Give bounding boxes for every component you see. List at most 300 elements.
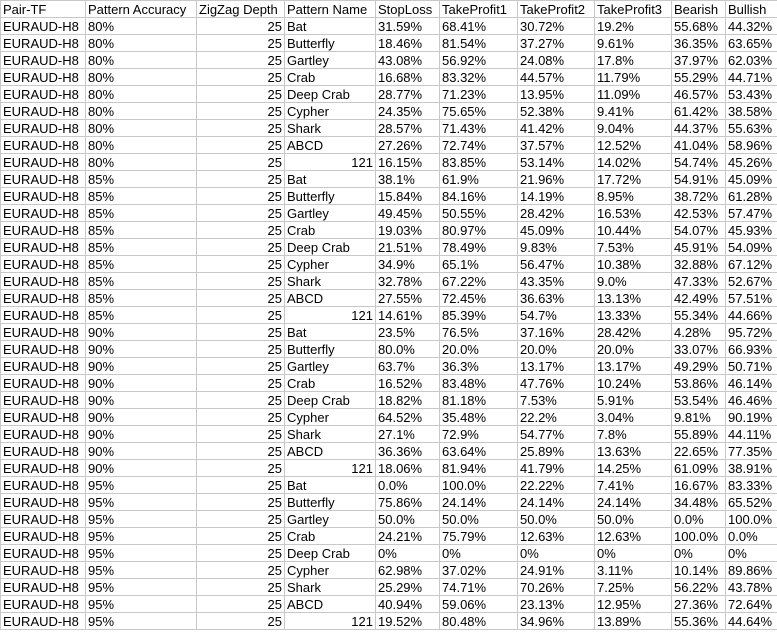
zigzag-depth-cell[interactable]: 25 <box>197 426 285 443</box>
pattern-name-cell[interactable]: Bat <box>285 324 376 341</box>
pattern-name-cell[interactable]: 121 <box>285 613 376 630</box>
pattern-accuracy-cell[interactable]: 85% <box>86 239 197 256</box>
takeprofit2-cell[interactable]: 41.42% <box>518 120 595 137</box>
zigzag-depth-cell[interactable]: 25 <box>197 528 285 545</box>
takeprofit3-cell[interactable]: 9.61% <box>595 35 672 52</box>
pattern-name-cell[interactable]: ABCD <box>285 596 376 613</box>
pattern-name-cell[interactable]: Butterfly <box>285 188 376 205</box>
pattern-accuracy-cell[interactable]: 90% <box>86 426 197 443</box>
zigzag-depth-cell[interactable]: 25 <box>197 103 285 120</box>
stoploss-cell[interactable]: 75.86% <box>376 494 440 511</box>
pair-tf-cell[interactable]: EURAUD-H8 <box>1 443 86 460</box>
pattern-accuracy-cell[interactable]: 95% <box>86 596 197 613</box>
takeprofit2-cell[interactable]: 53.14% <box>518 154 595 171</box>
takeprofit2-cell[interactable]: 14.19% <box>518 188 595 205</box>
bullish-cell[interactable]: 62.03% <box>726 52 777 69</box>
takeprofit1-cell[interactable]: 72.45% <box>440 290 518 307</box>
pair-tf-cell[interactable]: EURAUD-H8 <box>1 426 86 443</box>
zigzag-depth-cell[interactable]: 25 <box>197 86 285 103</box>
pattern-accuracy-cell[interactable]: 85% <box>86 256 197 273</box>
bearish-cell[interactable]: 32.88% <box>672 256 726 273</box>
takeprofit2-cell[interactable]: 12.63% <box>518 528 595 545</box>
zigzag-depth-cell[interactable]: 25 <box>197 375 285 392</box>
bullish-cell[interactable]: 44.66% <box>726 307 777 324</box>
pair-tf-cell[interactable]: EURAUD-H8 <box>1 545 86 562</box>
pattern-name-cell[interactable]: Cypher <box>285 256 376 273</box>
zigzag-depth-cell[interactable]: 25 <box>197 443 285 460</box>
pair-tf-cell[interactable]: EURAUD-H8 <box>1 409 86 426</box>
pair-tf-cell[interactable]: EURAUD-H8 <box>1 103 86 120</box>
takeprofit2-cell[interactable]: 37.57% <box>518 137 595 154</box>
pair-tf-cell[interactable]: EURAUD-H8 <box>1 18 86 35</box>
takeprofit2-cell[interactable]: 47.76% <box>518 375 595 392</box>
takeprofit1-cell[interactable]: 75.65% <box>440 103 518 120</box>
takeprofit1-cell[interactable]: 85.39% <box>440 307 518 324</box>
stoploss-cell[interactable]: 50.0% <box>376 511 440 528</box>
stoploss-cell[interactable]: 63.7% <box>376 358 440 375</box>
takeprofit1-cell[interactable]: 35.48% <box>440 409 518 426</box>
zigzag-depth-cell[interactable]: 25 <box>197 494 285 511</box>
pattern-accuracy-cell[interactable]: 90% <box>86 392 197 409</box>
pair-tf-cell[interactable]: EURAUD-H8 <box>1 154 86 171</box>
zigzag-depth-cell[interactable]: 25 <box>197 256 285 273</box>
header-cell-pair-tf[interactable]: Pair-TF <box>1 1 86 18</box>
bearish-cell[interactable]: 55.89% <box>672 426 726 443</box>
stoploss-cell[interactable]: 31.59% <box>376 18 440 35</box>
pattern-name-cell[interactable]: Cypher <box>285 562 376 579</box>
takeprofit1-cell[interactable]: 83.85% <box>440 154 518 171</box>
pattern-accuracy-cell[interactable]: 90% <box>86 341 197 358</box>
bullish-cell[interactable]: 61.28% <box>726 188 777 205</box>
takeprofit3-cell[interactable]: 13.33% <box>595 307 672 324</box>
bullish-cell[interactable]: 46.46% <box>726 392 777 409</box>
zigzag-depth-cell[interactable]: 25 <box>197 511 285 528</box>
pair-tf-cell[interactable]: EURAUD-H8 <box>1 358 86 375</box>
takeprofit3-cell[interactable]: 13.63% <box>595 443 672 460</box>
bearish-cell[interactable]: 54.74% <box>672 154 726 171</box>
bullish-cell[interactable]: 44.11% <box>726 426 777 443</box>
takeprofit1-cell[interactable]: 59.06% <box>440 596 518 613</box>
takeprofit2-cell[interactable]: 70.26% <box>518 579 595 596</box>
takeprofit1-cell[interactable]: 56.92% <box>440 52 518 69</box>
bearish-cell[interactable]: 54.91% <box>672 171 726 188</box>
zigzag-depth-cell[interactable]: 25 <box>197 290 285 307</box>
pattern-accuracy-cell[interactable]: 80% <box>86 18 197 35</box>
pair-tf-cell[interactable]: EURAUD-H8 <box>1 579 86 596</box>
pattern-accuracy-cell[interactable]: 95% <box>86 528 197 545</box>
pattern-accuracy-cell[interactable]: 90% <box>86 443 197 460</box>
takeprofit3-cell[interactable]: 16.53% <box>595 205 672 222</box>
zigzag-depth-cell[interactable]: 25 <box>197 324 285 341</box>
pair-tf-cell[interactable]: EURAUD-H8 <box>1 273 86 290</box>
pattern-accuracy-cell[interactable]: 85% <box>86 307 197 324</box>
zigzag-depth-cell[interactable]: 25 <box>197 222 285 239</box>
pair-tf-cell[interactable]: EURAUD-H8 <box>1 171 86 188</box>
bullish-cell[interactable]: 57.47% <box>726 205 777 222</box>
takeprofit2-cell[interactable]: 24.08% <box>518 52 595 69</box>
bullish-cell[interactable]: 44.32% <box>726 18 777 35</box>
takeprofit2-cell[interactable]: 34.96% <box>518 613 595 630</box>
pair-tf-cell[interactable]: EURAUD-H8 <box>1 613 86 630</box>
pair-tf-cell[interactable]: EURAUD-H8 <box>1 392 86 409</box>
pattern-name-cell[interactable]: Bat <box>285 171 376 188</box>
zigzag-depth-cell[interactable]: 25 <box>197 18 285 35</box>
takeprofit2-cell[interactable]: 50.0% <box>518 511 595 528</box>
bearish-cell[interactable]: 56.22% <box>672 579 726 596</box>
takeprofit1-cell[interactable]: 68.41% <box>440 18 518 35</box>
bullish-cell[interactable]: 46.14% <box>726 375 777 392</box>
takeprofit3-cell[interactable]: 10.44% <box>595 222 672 239</box>
pair-tf-cell[interactable]: EURAUD-H8 <box>1 239 86 256</box>
zigzag-depth-cell[interactable]: 25 <box>197 69 285 86</box>
pattern-accuracy-cell[interactable]: 85% <box>86 171 197 188</box>
takeprofit1-cell[interactable]: 81.18% <box>440 392 518 409</box>
takeprofit2-cell[interactable]: 9.83% <box>518 239 595 256</box>
header-cell-zigzag-depth[interactable]: ZigZag Depth <box>197 1 285 18</box>
bearish-cell[interactable]: 45.91% <box>672 239 726 256</box>
bearish-cell[interactable]: 49.29% <box>672 358 726 375</box>
bullish-cell[interactable]: 66.93% <box>726 341 777 358</box>
bearish-cell[interactable]: 55.34% <box>672 307 726 324</box>
takeprofit1-cell[interactable]: 72.9% <box>440 426 518 443</box>
takeprofit1-cell[interactable]: 50.55% <box>440 205 518 222</box>
stoploss-cell[interactable]: 64.52% <box>376 409 440 426</box>
takeprofit2-cell[interactable]: 30.72% <box>518 18 595 35</box>
stoploss-cell[interactable]: 27.1% <box>376 426 440 443</box>
pattern-accuracy-cell[interactable]: 85% <box>86 273 197 290</box>
zigzag-depth-cell[interactable]: 25 <box>197 35 285 52</box>
takeprofit3-cell[interactable]: 12.95% <box>595 596 672 613</box>
header-cell-bullish[interactable]: Bullish <box>726 1 777 18</box>
stoploss-cell[interactable]: 34.9% <box>376 256 440 273</box>
bullish-cell[interactable]: 55.63% <box>726 120 777 137</box>
takeprofit2-cell[interactable]: 45.09% <box>518 222 595 239</box>
bullish-cell[interactable]: 45.09% <box>726 171 777 188</box>
pattern-name-cell[interactable]: Deep Crab <box>285 392 376 409</box>
pattern-name-cell[interactable]: Deep Crab <box>285 545 376 562</box>
takeprofit1-cell[interactable]: 83.32% <box>440 69 518 86</box>
stoploss-cell[interactable]: 49.45% <box>376 205 440 222</box>
takeprofit1-cell[interactable]: 74.71% <box>440 579 518 596</box>
zigzag-depth-cell[interactable]: 25 <box>197 273 285 290</box>
pattern-name-cell[interactable]: Crab <box>285 69 376 86</box>
pattern-name-cell[interactable]: Shark <box>285 120 376 137</box>
zigzag-depth-cell[interactable]: 25 <box>197 460 285 477</box>
bearish-cell[interactable]: 55.29% <box>672 69 726 86</box>
pair-tf-cell[interactable]: EURAUD-H8 <box>1 188 86 205</box>
takeprofit3-cell[interactable]: 13.17% <box>595 358 672 375</box>
pattern-name-cell[interactable]: 121 <box>285 460 376 477</box>
takeprofit1-cell[interactable]: 72.74% <box>440 137 518 154</box>
bearish-cell[interactable]: 54.07% <box>672 222 726 239</box>
pattern-name-cell[interactable]: Deep Crab <box>285 239 376 256</box>
pattern-name-cell[interactable]: Crab <box>285 222 376 239</box>
takeprofit2-cell[interactable]: 25.89% <box>518 443 595 460</box>
takeprofit2-cell[interactable]: 43.35% <box>518 273 595 290</box>
takeprofit1-cell[interactable]: 65.1% <box>440 256 518 273</box>
pattern-name-cell[interactable]: Shark <box>285 426 376 443</box>
pair-tf-cell[interactable]: EURAUD-H8 <box>1 137 86 154</box>
bearish-cell[interactable]: 46.57% <box>672 86 726 103</box>
takeprofit1-cell[interactable]: 0% <box>440 545 518 562</box>
bullish-cell[interactable]: 100.0% <box>726 511 777 528</box>
takeprofit1-cell[interactable]: 24.14% <box>440 494 518 511</box>
zigzag-depth-cell[interactable]: 25 <box>197 154 285 171</box>
bullish-cell[interactable]: 83.33% <box>726 477 777 494</box>
takeprofit2-cell[interactable]: 13.95% <box>518 86 595 103</box>
takeprofit1-cell[interactable]: 81.94% <box>440 460 518 477</box>
pattern-accuracy-cell[interactable]: 90% <box>86 409 197 426</box>
takeprofit2-cell[interactable]: 56.47% <box>518 256 595 273</box>
pattern-name-cell[interactable]: Bat <box>285 477 376 494</box>
bearish-cell[interactable]: 61.42% <box>672 103 726 120</box>
takeprofit1-cell[interactable]: 100.0% <box>440 477 518 494</box>
pattern-accuracy-cell[interactable]: 80% <box>86 69 197 86</box>
pattern-accuracy-cell[interactable]: 85% <box>86 290 197 307</box>
pattern-accuracy-cell[interactable]: 95% <box>86 579 197 596</box>
pattern-name-cell[interactable]: Crab <box>285 528 376 545</box>
pair-tf-cell[interactable]: EURAUD-H8 <box>1 511 86 528</box>
pair-tf-cell[interactable]: EURAUD-H8 <box>1 256 86 273</box>
header-cell-takeprofit1[interactable]: TakeProfit1 <box>440 1 518 18</box>
takeprofit3-cell[interactable]: 11.79% <box>595 69 672 86</box>
stoploss-cell[interactable]: 40.94% <box>376 596 440 613</box>
bullish-cell[interactable]: 0.0% <box>726 528 777 545</box>
takeprofit3-cell[interactable]: 24.14% <box>595 494 672 511</box>
stoploss-cell[interactable]: 16.68% <box>376 69 440 86</box>
pattern-accuracy-cell[interactable]: 95% <box>86 613 197 630</box>
bullish-cell[interactable]: 57.51% <box>726 290 777 307</box>
bullish-cell[interactable]: 54.09% <box>726 239 777 256</box>
bearish-cell[interactable]: 42.49% <box>672 290 726 307</box>
takeprofit2-cell[interactable]: 28.42% <box>518 205 595 222</box>
stoploss-cell[interactable]: 21.51% <box>376 239 440 256</box>
zigzag-depth-cell[interactable]: 25 <box>197 596 285 613</box>
bullish-cell[interactable]: 44.64% <box>726 613 777 630</box>
pattern-name-cell[interactable]: Cypher <box>285 409 376 426</box>
takeprofit3-cell[interactable]: 13.89% <box>595 613 672 630</box>
bearish-cell[interactable]: 44.37% <box>672 120 726 137</box>
bearish-cell[interactable]: 47.33% <box>672 273 726 290</box>
pattern-name-cell[interactable]: Gartley <box>285 358 376 375</box>
pattern-accuracy-cell[interactable]: 85% <box>86 205 197 222</box>
bearish-cell[interactable]: 61.09% <box>672 460 726 477</box>
takeprofit3-cell[interactable]: 3.11% <box>595 562 672 579</box>
stoploss-cell[interactable]: 18.82% <box>376 392 440 409</box>
bullish-cell[interactable]: 53.43% <box>726 86 777 103</box>
stoploss-cell[interactable]: 27.26% <box>376 137 440 154</box>
takeprofit3-cell[interactable]: 10.24% <box>595 375 672 392</box>
stoploss-cell[interactable]: 18.06% <box>376 460 440 477</box>
header-cell-stoploss[interactable]: StopLoss <box>376 1 440 18</box>
takeprofit3-cell[interactable]: 12.63% <box>595 528 672 545</box>
zigzag-depth-cell[interactable]: 25 <box>197 307 285 324</box>
zigzag-depth-cell[interactable]: 25 <box>197 171 285 188</box>
zigzag-depth-cell[interactable]: 25 <box>197 341 285 358</box>
takeprofit1-cell[interactable]: 71.43% <box>440 120 518 137</box>
bullish-cell[interactable]: 52.67% <box>726 273 777 290</box>
takeprofit3-cell[interactable]: 19.2% <box>595 18 672 35</box>
stoploss-cell[interactable]: 0% <box>376 545 440 562</box>
pattern-accuracy-cell[interactable]: 90% <box>86 375 197 392</box>
pattern-name-cell[interactable]: Cypher <box>285 103 376 120</box>
stoploss-cell[interactable]: 0.0% <box>376 477 440 494</box>
bullish-cell[interactable]: 90.19% <box>726 409 777 426</box>
pattern-accuracy-cell[interactable]: 95% <box>86 511 197 528</box>
zigzag-depth-cell[interactable]: 25 <box>197 477 285 494</box>
takeprofit1-cell[interactable]: 67.22% <box>440 273 518 290</box>
takeprofit1-cell[interactable]: 50.0% <box>440 511 518 528</box>
takeprofit2-cell[interactable]: 54.77% <box>518 426 595 443</box>
takeprofit3-cell[interactable]: 3.04% <box>595 409 672 426</box>
pattern-accuracy-cell[interactable]: 90% <box>86 324 197 341</box>
zigzag-depth-cell[interactable]: 25 <box>197 579 285 596</box>
takeprofit3-cell[interactable]: 9.0% <box>595 273 672 290</box>
bearish-cell[interactable]: 55.68% <box>672 18 726 35</box>
bullish-cell[interactable]: 45.93% <box>726 222 777 239</box>
takeprofit2-cell[interactable]: 41.79% <box>518 460 595 477</box>
stoploss-cell[interactable]: 14.61% <box>376 307 440 324</box>
takeprofit1-cell[interactable]: 83.48% <box>440 375 518 392</box>
takeprofit3-cell[interactable]: 7.53% <box>595 239 672 256</box>
pattern-name-cell[interactable]: Shark <box>285 579 376 596</box>
takeprofit2-cell[interactable]: 24.91% <box>518 562 595 579</box>
takeprofit2-cell[interactable]: 37.16% <box>518 324 595 341</box>
stoploss-cell[interactable]: 19.52% <box>376 613 440 630</box>
bullish-cell[interactable]: 77.35% <box>726 443 777 460</box>
takeprofit2-cell[interactable]: 54.7% <box>518 307 595 324</box>
header-cell-takeprofit3[interactable]: TakeProfit3 <box>595 1 672 18</box>
pair-tf-cell[interactable]: EURAUD-H8 <box>1 477 86 494</box>
takeprofit3-cell[interactable]: 14.25% <box>595 460 672 477</box>
bullish-cell[interactable]: 38.58% <box>726 103 777 120</box>
takeprofit2-cell[interactable]: 22.2% <box>518 409 595 426</box>
pattern-name-cell[interactable]: Deep Crab <box>285 86 376 103</box>
bullish-cell[interactable]: 89.86% <box>726 562 777 579</box>
pattern-accuracy-cell[interactable]: 80% <box>86 86 197 103</box>
stoploss-cell[interactable]: 36.36% <box>376 443 440 460</box>
pair-tf-cell[interactable]: EURAUD-H8 <box>1 494 86 511</box>
pattern-name-cell[interactable]: Gartley <box>285 205 376 222</box>
takeprofit2-cell[interactable]: 24.14% <box>518 494 595 511</box>
bearish-cell[interactable]: 41.04% <box>672 137 726 154</box>
pattern-name-cell[interactable]: Gartley <box>285 511 376 528</box>
takeprofit3-cell[interactable]: 28.42% <box>595 324 672 341</box>
zigzag-depth-cell[interactable]: 25 <box>197 205 285 222</box>
bullish-cell[interactable]: 0% <box>726 545 777 562</box>
takeprofit1-cell[interactable]: 36.3% <box>440 358 518 375</box>
bearish-cell[interactable]: 33.07% <box>672 341 726 358</box>
takeprofit1-cell[interactable]: 81.54% <box>440 35 518 52</box>
pattern-name-cell[interactable]: ABCD <box>285 290 376 307</box>
takeprofit2-cell[interactable]: 37.27% <box>518 35 595 52</box>
bullish-cell[interactable]: 44.71% <box>726 69 777 86</box>
takeprofit1-cell[interactable]: 37.02% <box>440 562 518 579</box>
takeprofit3-cell[interactable]: 50.0% <box>595 511 672 528</box>
takeprofit3-cell[interactable]: 9.41% <box>595 103 672 120</box>
bearish-cell[interactable]: 34.48% <box>672 494 726 511</box>
stoploss-cell[interactable]: 16.15% <box>376 154 440 171</box>
takeprofit3-cell[interactable]: 9.04% <box>595 120 672 137</box>
takeprofit1-cell[interactable]: 76.5% <box>440 324 518 341</box>
pattern-accuracy-cell[interactable]: 80% <box>86 120 197 137</box>
pattern-name-cell[interactable]: Butterfly <box>285 494 376 511</box>
pattern-name-cell[interactable]: 121 <box>285 307 376 324</box>
takeprofit3-cell[interactable]: 17.72% <box>595 171 672 188</box>
pattern-accuracy-cell[interactable]: 80% <box>86 103 197 120</box>
zigzag-depth-cell[interactable]: 25 <box>197 188 285 205</box>
bullish-cell[interactable]: 95.72% <box>726 324 777 341</box>
pair-tf-cell[interactable]: EURAUD-H8 <box>1 375 86 392</box>
pattern-name-cell[interactable]: ABCD <box>285 137 376 154</box>
takeprofit1-cell[interactable]: 78.49% <box>440 239 518 256</box>
stoploss-cell[interactable]: 24.21% <box>376 528 440 545</box>
header-cell-bearish[interactable]: Bearish <box>672 1 726 18</box>
takeprofit3-cell[interactable]: 17.8% <box>595 52 672 69</box>
pattern-name-cell[interactable]: Butterfly <box>285 341 376 358</box>
takeprofit1-cell[interactable]: 63.64% <box>440 443 518 460</box>
bearish-cell[interactable]: 53.86% <box>672 375 726 392</box>
bearish-cell[interactable]: 0.0% <box>672 511 726 528</box>
pair-tf-cell[interactable]: EURAUD-H8 <box>1 86 86 103</box>
pair-tf-cell[interactable]: EURAUD-H8 <box>1 528 86 545</box>
takeprofit3-cell[interactable]: 10.38% <box>595 256 672 273</box>
bullish-cell[interactable]: 50.71% <box>726 358 777 375</box>
stoploss-cell[interactable]: 27.55% <box>376 290 440 307</box>
pattern-accuracy-cell[interactable]: 95% <box>86 562 197 579</box>
pattern-accuracy-cell[interactable]: 80% <box>86 154 197 171</box>
pattern-accuracy-cell[interactable]: 85% <box>86 222 197 239</box>
takeprofit2-cell[interactable]: 21.96% <box>518 171 595 188</box>
pattern-accuracy-cell[interactable]: 95% <box>86 545 197 562</box>
takeprofit3-cell[interactable]: 7.41% <box>595 477 672 494</box>
takeprofit3-cell[interactable]: 7.25% <box>595 579 672 596</box>
takeprofit2-cell[interactable]: 44.57% <box>518 69 595 86</box>
pattern-accuracy-cell[interactable]: 95% <box>86 477 197 494</box>
bearish-cell[interactable]: 38.72% <box>672 188 726 205</box>
bearish-cell[interactable]: 4.28% <box>672 324 726 341</box>
bullish-cell[interactable]: 38.91% <box>726 460 777 477</box>
takeprofit3-cell[interactable]: 12.52% <box>595 137 672 154</box>
takeprofit2-cell[interactable]: 52.38% <box>518 103 595 120</box>
zigzag-depth-cell[interactable]: 25 <box>197 239 285 256</box>
zigzag-depth-cell[interactable]: 25 <box>197 562 285 579</box>
takeprofit1-cell[interactable]: 80.97% <box>440 222 518 239</box>
zigzag-depth-cell[interactable]: 25 <box>197 52 285 69</box>
stoploss-cell[interactable]: 25.29% <box>376 579 440 596</box>
takeprofit2-cell[interactable]: 23.13% <box>518 596 595 613</box>
pattern-name-cell[interactable]: Gartley <box>285 52 376 69</box>
header-cell-takeprofit2[interactable]: TakeProfit2 <box>518 1 595 18</box>
bullish-cell[interactable]: 65.52% <box>726 494 777 511</box>
bearish-cell[interactable]: 0% <box>672 545 726 562</box>
bullish-cell[interactable]: 67.12% <box>726 256 777 273</box>
pattern-accuracy-cell[interactable]: 90% <box>86 358 197 375</box>
bearish-cell[interactable]: 10.14% <box>672 562 726 579</box>
takeprofit2-cell[interactable]: 22.22% <box>518 477 595 494</box>
pair-tf-cell[interactable]: EURAUD-H8 <box>1 222 86 239</box>
pair-tf-cell[interactable]: EURAUD-H8 <box>1 341 86 358</box>
takeprofit1-cell[interactable]: 61.9% <box>440 171 518 188</box>
bearish-cell[interactable]: 22.65% <box>672 443 726 460</box>
header-cell-pattern-accuracy[interactable]: Pattern Accuracy <box>86 1 197 18</box>
takeprofit1-cell[interactable]: 80.48% <box>440 613 518 630</box>
pair-tf-cell[interactable]: EURAUD-H8 <box>1 324 86 341</box>
zigzag-depth-cell[interactable]: 25 <box>197 120 285 137</box>
bullish-cell[interactable]: 58.96% <box>726 137 777 154</box>
stoploss-cell[interactable]: 24.35% <box>376 103 440 120</box>
takeprofit3-cell[interactable]: 7.8% <box>595 426 672 443</box>
